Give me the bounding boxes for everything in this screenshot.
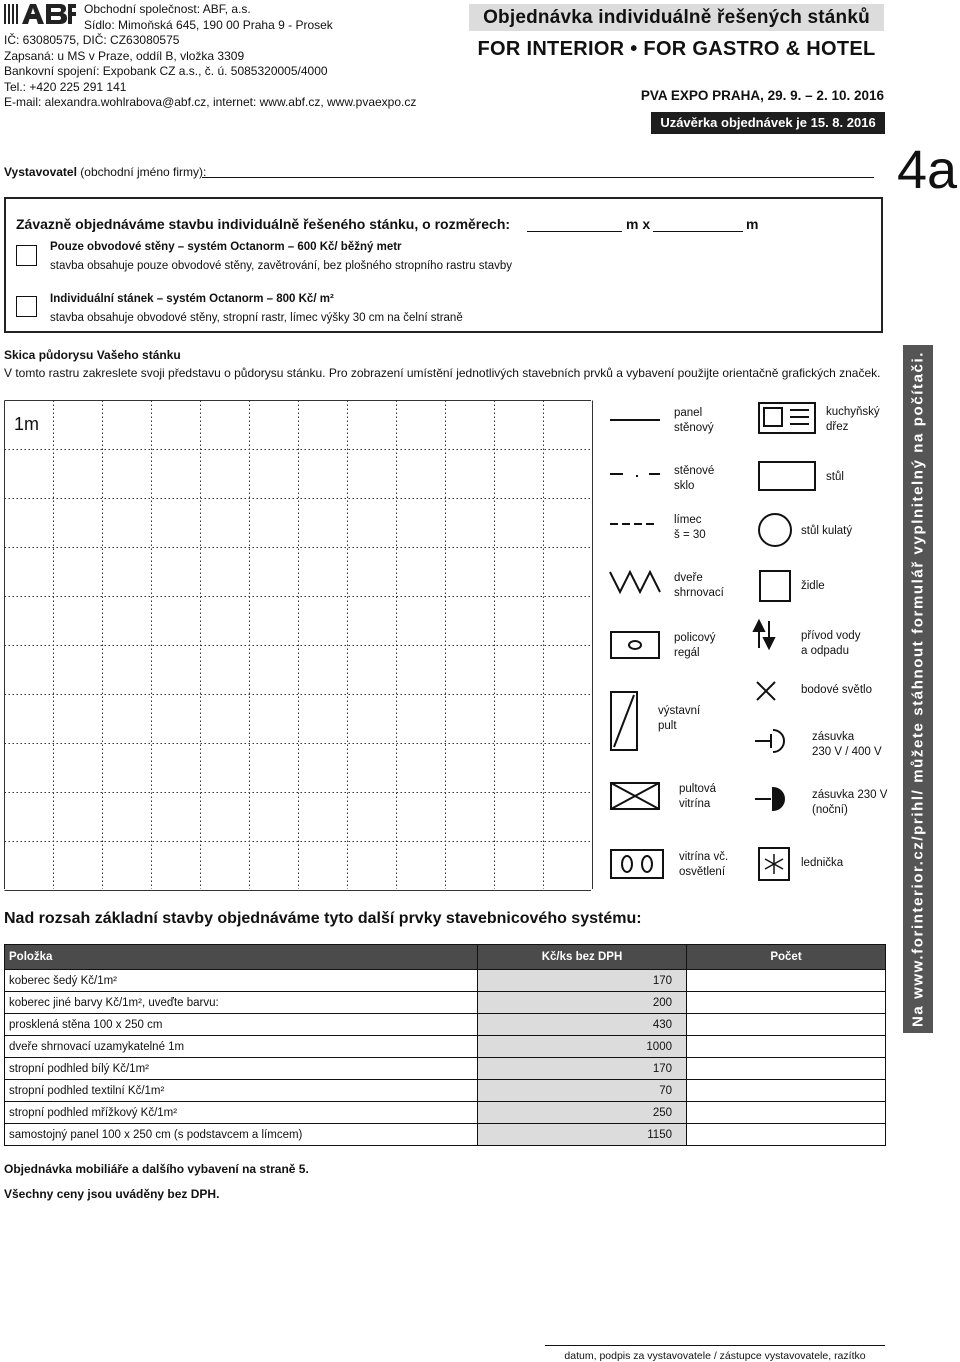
item-count-input[interactable] [687, 1058, 886, 1080]
option-individual-desc: stavba obsahuje obvodové stěny, stropní rastr, límec výšky 30 cm na čelní straně [50, 312, 463, 324]
option-walls-desc: stavba obsahuje pouze obvodové stěny, zavětrování, bez plošného stropního rastru stavby [50, 260, 512, 272]
legend-label: panel stěnový [674, 407, 714, 434]
item-price: 170 [478, 1058, 687, 1080]
legend-label: dveře shrnovací [674, 572, 724, 599]
item-count-input[interactable] [687, 1014, 886, 1036]
item-name: stropní podhled mřížkový Kč/1m² [5, 1102, 478, 1124]
spotlight-icon [757, 682, 775, 700]
legend-label: židle [801, 580, 825, 592]
signature-field[interactable]: datum, podpis za vystavovatele / zástupce vystavovatele, razítko [545, 1345, 885, 1362]
company-line: E-mail: alexandra.wohlrabova@abf.cz, internet: www.abf.cz, www.pvaexpo.cz [4, 95, 417, 110]
night-socket-icon [755, 788, 784, 810]
download-sidebar-text: Na www.forinterior.cz/prihl/ můžete stáhnout formulář vyplnitelný na počítači. [909, 351, 927, 1027]
lit-showcase-icon [611, 850, 663, 878]
table-header-row [5, 945, 886, 970]
col-price: Kč/ks bez DPH [478, 945, 687, 970]
company-line: Bankovní spojení: Expobank CZ a.s., č. ú. 5085320005/4000 [4, 64, 328, 79]
legend-label: límec š = 30 [674, 514, 706, 541]
legend-label: výstavní pult [658, 705, 701, 732]
table-row [5, 970, 886, 992]
item-price: 430 [478, 1014, 687, 1036]
legend-label: stůl [826, 471, 844, 483]
table-row [5, 992, 886, 1014]
sketch-description: V tomto rastru zakreslete svoji představu o půdorysu stánku. Pro zobrazení umístění jednotlivých stavebních prvků a vybavení použijte orientačně grafických značek. [4, 366, 881, 380]
option-individual-checkbox[interactable] [16, 296, 37, 317]
display-counter-icon [611, 692, 637, 750]
furniture-note: Objednávka mobiliáře a dalšího vybavení na straně 5. [4, 1162, 309, 1176]
item-price: 70 [478, 1080, 687, 1102]
legend-label: zásuvka 230 V (noční) [812, 789, 888, 816]
sketch-grid[interactable] [4, 400, 594, 897]
order-box-title: Závazně objednáváme stavbu individuálně řešeného stánku, o rozměrech: [16, 216, 511, 232]
item-name: prosklená stěna 100 x 250 cm [5, 1014, 478, 1036]
company-info [84, 2, 333, 33]
extras-title: Nad rozsah základní stavby objednáváme tyto další prvky stavebnicového systému: [4, 910, 642, 927]
item-price: 1150 [478, 1124, 687, 1146]
option-walls-checkbox[interactable] [16, 245, 37, 266]
vat-note: Všechny ceny jsou uváděny bez DPH. [4, 1187, 220, 1201]
company-line: IČ: 63080575, DIČ: CZ63080575 [4, 33, 180, 47]
depth-field[interactable] [653, 230, 743, 232]
item-name: samostojný panel 100 x 250 cm (s podstavcem a límcem) [5, 1124, 478, 1146]
legend-label: policový regál [674, 632, 716, 659]
shelf-icon [611, 632, 659, 658]
chair-icon [760, 571, 790, 601]
item-price: 1000 [478, 1036, 687, 1058]
folding-door-icon [610, 572, 660, 592]
download-sidebar [903, 345, 933, 1033]
deadline-banner: Uzávěrka objednávek je 15. 8. 2016 [651, 112, 885, 134]
company-line: Tel.: +420 225 291 141 [4, 79, 127, 94]
legend-label: lednička [801, 857, 844, 869]
item-name: dveře shrnovací uzamykatelné 1m [5, 1036, 478, 1058]
col-item: Položka [5, 945, 478, 970]
option-individual-title: Individuální stánek – systém Octanorm – 800 Kč/ m² [50, 293, 334, 305]
item-count-input[interactable] [687, 1102, 886, 1124]
legend-label: zásuvka 230 V / 400 V [812, 731, 882, 758]
item-price: 170 [478, 970, 687, 992]
legend-label: stěnové sklo [674, 465, 715, 492]
table-row [5, 1058, 886, 1080]
legend-label: přívod vody a odpadu [801, 630, 861, 657]
sketch-title: Skica půdorysu Vašeho stánku [4, 348, 181, 362]
unit-mx: m x [626, 216, 651, 232]
extras-table [4, 944, 886, 1146]
form-code: 4a [897, 140, 958, 200]
col-count: Počet [687, 945, 886, 970]
item-name: stropní podhled textilní Kč/1m² [5, 1080, 478, 1102]
legend-label: vitrína vč. osvětlení [679, 851, 729, 878]
table-row [5, 1036, 886, 1058]
company-info-lower [4, 33, 416, 111]
legend-label: pultová vitrína [679, 783, 717, 810]
abf-logo [4, 2, 76, 26]
item-name: stropní podhled bílý Kč/1m² [5, 1058, 478, 1080]
legend-label: kuchyňský dřez [826, 406, 880, 433]
exhibitor-name-field[interactable] [202, 176, 874, 178]
item-name: koberec jiné barvy Kč/1m², uveďte barvu: [5, 992, 478, 1014]
item-count-input[interactable] [687, 1080, 886, 1102]
item-name: koberec šedý Kč/1m² [5, 970, 478, 992]
exhibitor-label [4, 165, 206, 179]
item-price: 250 [478, 1102, 687, 1124]
exhibitor-label-bold: Vystavovatel [4, 165, 77, 179]
item-price: 200 [478, 992, 687, 1014]
stand-order-box [4, 197, 883, 333]
form-subtitle: FOR INTERIOR • FOR GASTRO & HOTEL [477, 38, 876, 60]
water-supply-icon [754, 621, 774, 648]
wall-glass-icon [610, 474, 660, 476]
socket-icon [755, 730, 784, 752]
table-row [5, 1124, 886, 1146]
item-count-input[interactable] [687, 970, 886, 992]
grid-scale-label: 1m [14, 414, 40, 434]
width-field[interactable] [527, 230, 622, 232]
fridge-icon [759, 848, 789, 880]
counter-showcase-icon [611, 783, 659, 809]
form-title: Objednávka individuálně řešených stánků [469, 4, 884, 31]
exhibitor-label-rest: (obchodní jméno firmy): [80, 165, 207, 179]
table-row [5, 1014, 886, 1036]
table-row [5, 1102, 886, 1124]
legend-label: bodové světlo [801, 684, 872, 696]
option-walls-title: Pouze obvodové stěny – systém Octanorm – 600 Kč/ běžný metr [50, 241, 402, 253]
unit-m: m [746, 216, 759, 232]
company-line: Sídlo: Mimoňská 645, 190 00 Praha 9 - Prosek [84, 17, 333, 32]
round-table-icon [759, 514, 791, 546]
kitchen-sink-icon [759, 403, 815, 433]
legend-label: stůl kulatý [801, 525, 853, 537]
item-count-input[interactable] [687, 1124, 886, 1146]
expo-dates: PVA EXPO PRAHA, 29. 9. – 2. 10. 2016 [640, 88, 884, 103]
table-row [5, 1080, 886, 1102]
company-line: Zapsaná: u MS v Praze, oddíl B, vložka 3309 [4, 48, 245, 63]
item-count-input[interactable] [687, 992, 886, 1014]
table-icon [759, 462, 815, 490]
company-line: Obchodní společnost: ABF, a.s. [84, 2, 251, 16]
item-count-input[interactable] [687, 1036, 886, 1058]
